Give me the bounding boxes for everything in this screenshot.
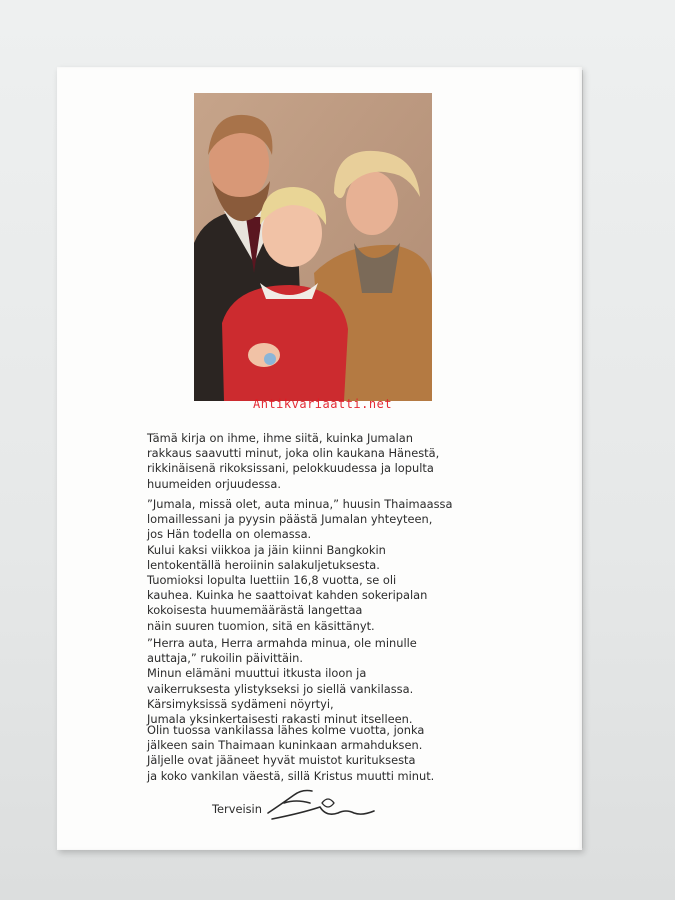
handwritten-signature [262, 783, 378, 825]
paragraph-4 [147, 723, 487, 784]
paragraph-4-text: Olin tuossa vankilassa lähes kolme vuotta, jonka jälkeen sain Thaimaan kuninkaan armahduksen. Jäljelle ovat jääneet hyvät muistot kurituksesta ja koko vankilan väestä, sillä Kristus muutti minut. [147, 723, 435, 783]
paragraph-2-text: ”Jumala, missä olet, auta minua,” huusin Thaimaassa lomaillessani ja pyysin päästä Jumalan yhteyteen, jos Hän todella on olemassa. Kului kaksi viikkoa ja jäin kiinni Bangkokin lentokentällä heroiinin salakuljetuksesta. Tuomioksi lopulta luettiin 16,8 vuotta, se oli kauhea. Kuinka he saattoivat kahden sokeripalan kokoisesta huumemäärästä langettaa näin suuren tuomion, sitä en käsittänyt. [147, 497, 453, 633]
paragraph-2 [147, 497, 487, 634]
signoff-label: Terveisin [212, 802, 262, 816]
watermark-text: Antikvariaatti.net [253, 397, 393, 411]
paragraph-3 [147, 636, 487, 727]
family-photo [194, 93, 432, 401]
paragraph-1-text: Tämä kirja on ihme, ihme siitä, kuinka Jumalan rakkaus saavutti minut, joka olin kaukana Hänestä, rikkinäisenä rikoksissani, pelokkuudessa ja lopulta huumeiden orjuudessa. [147, 431, 440, 491]
paragraph-3-text: ”Herra auta, Herra armahda minua, ole minulle auttaja,” rukoilin päivittäin. Minun elämäni muuttui itkusta iloon ja vaikerruksesta ylistykseksi jo siellä vankilassa. Kärsimyksissä sydämeni nöyrtyi, Jumala yksinkertaisesti rakasti minut itselleen. [147, 636, 417, 727]
paragraph-1 [147, 431, 487, 492]
